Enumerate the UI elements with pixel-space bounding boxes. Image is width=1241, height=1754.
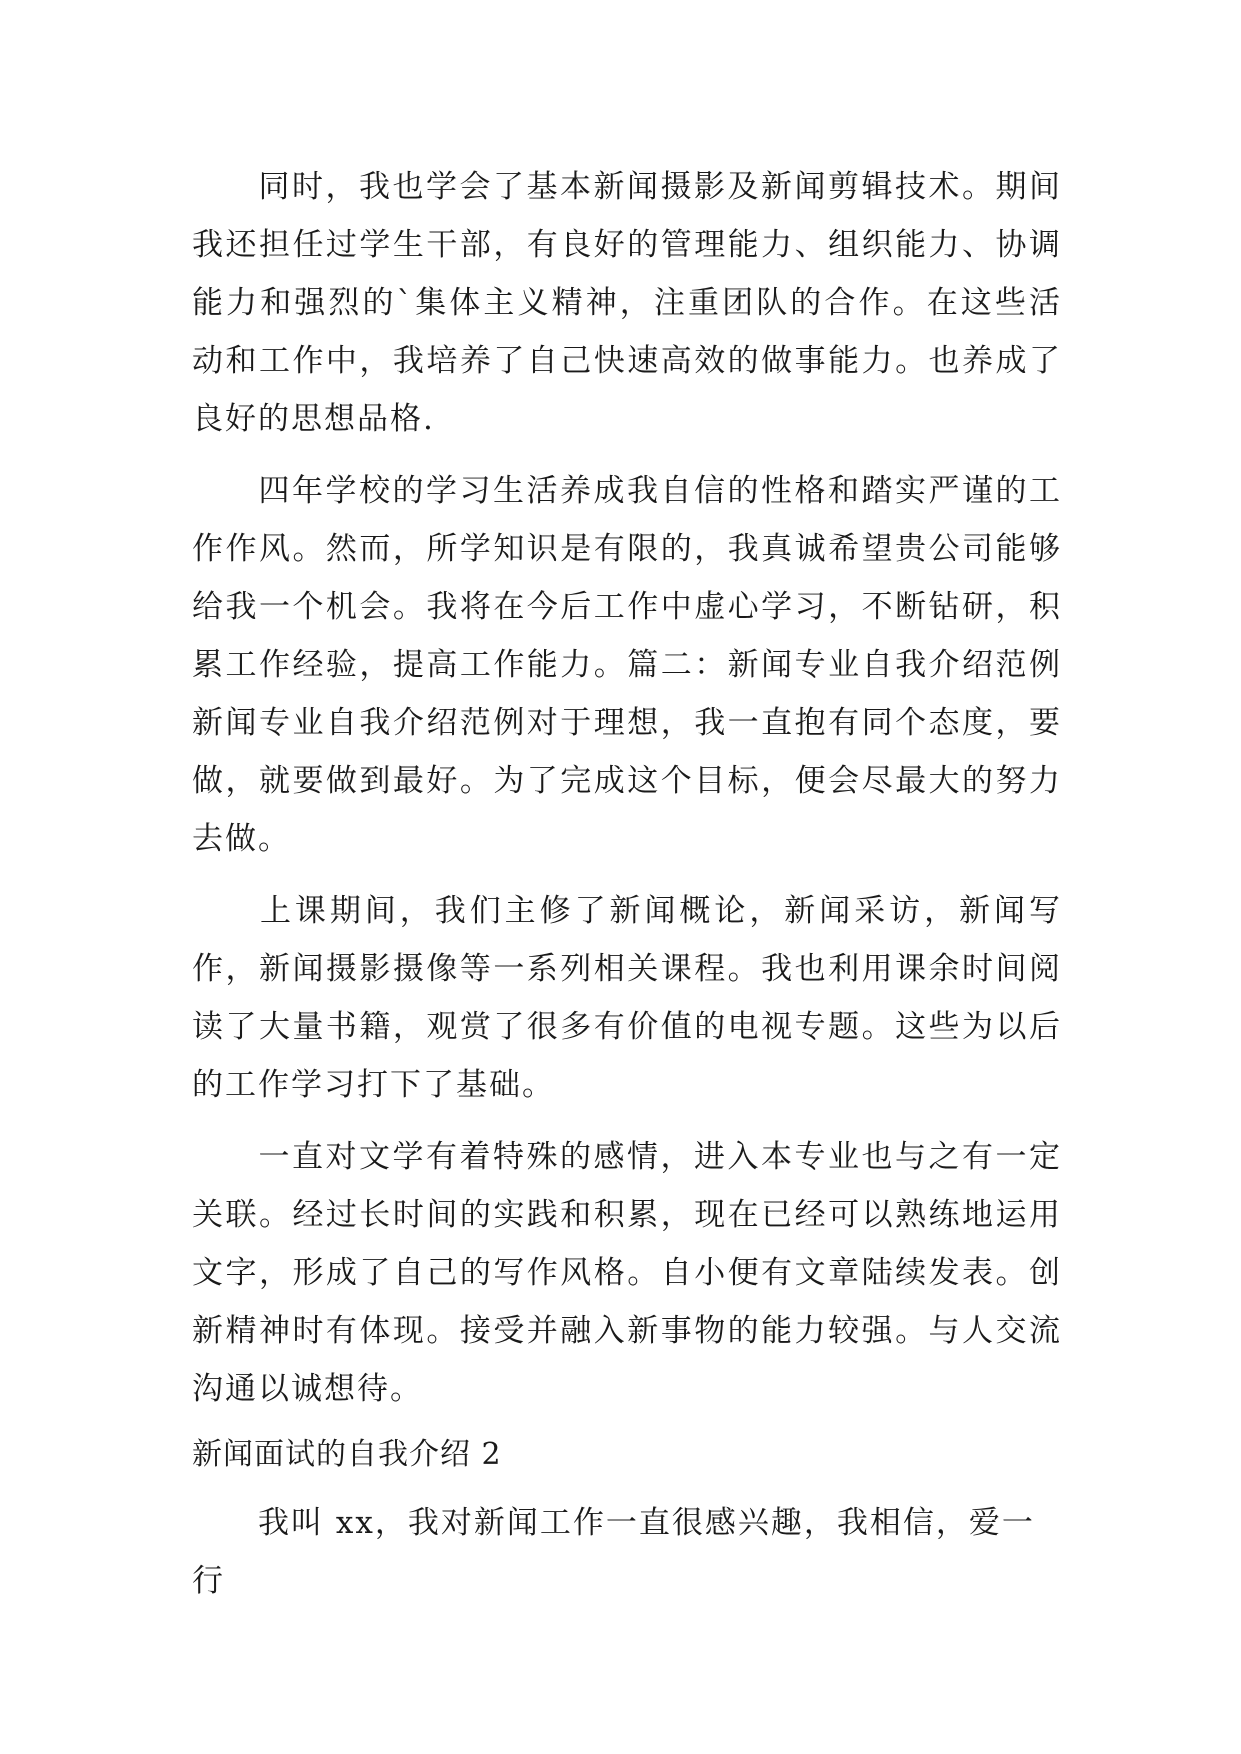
paragraph-1-text: 同时，我也学会了基本新闻摄影及新闻剪辑技术。期间我还担任过学生干部，有良好的管理能力、组织能力、协调能力和强烈的`集体主义精神，注重团队的合作。在这些活动和工作中，我培养了自己快速高效的做事能力。也养成了良好的思想品格. [192,169,1062,437]
section-first-paragraph-text: 我叫 xx，我对新闻工作一直很感兴趣，我相信，爱一行 [192,1505,1035,1599]
paragraph-2-text: 四年学校的学习生活养成我自信的性格和踏实严谨的工作作风。然而，所学知识是有限的，我真诚希望贵公司能够给我一个机会。我将在今后工作中虚心学习，不断钻研，积累工作经验，提高工作能力。篇二：新闻专业自我介绍范例 新闻专业自我介绍范例对于理想，我一直抱有同个态度，要做，就要做到最好。为了完成这个目标，便会尽最大的努力去做。 [192,473,1062,857]
paragraph-3-text: 上课期间，我们主修了新闻概论，新闻采访，新闻写作，新闻摄影摄像等一系列相关课程。我也利用课余时间阅读了大量书籍，观赏了很多有价值的电视专题。这些为以后的工作学习打下了基础。 [192,893,1062,1103]
paragraph-4 [192,1128,1062,1418]
paragraph-3 [192,882,1062,1114]
section-first-paragraph [192,1494,1062,1610]
paragraph-2 [192,462,1062,868]
document-body [192,158,1062,1418]
paragraph-1 [192,158,1062,448]
section-title: 新闻面试的自我介绍 2 [192,1437,502,1472]
paragraph-4-text: 一直对文学有着特殊的感情，进入本专业也与之有一定关联。经过长时间的实践和积累，现在已经可以熟练地运用文字，形成了自己的写作风格。自小便有文章陆续发表。创新精神时有体现。接受并融入新事物的能力较强。与人交流沟通以诚想待。 [192,1139,1062,1407]
